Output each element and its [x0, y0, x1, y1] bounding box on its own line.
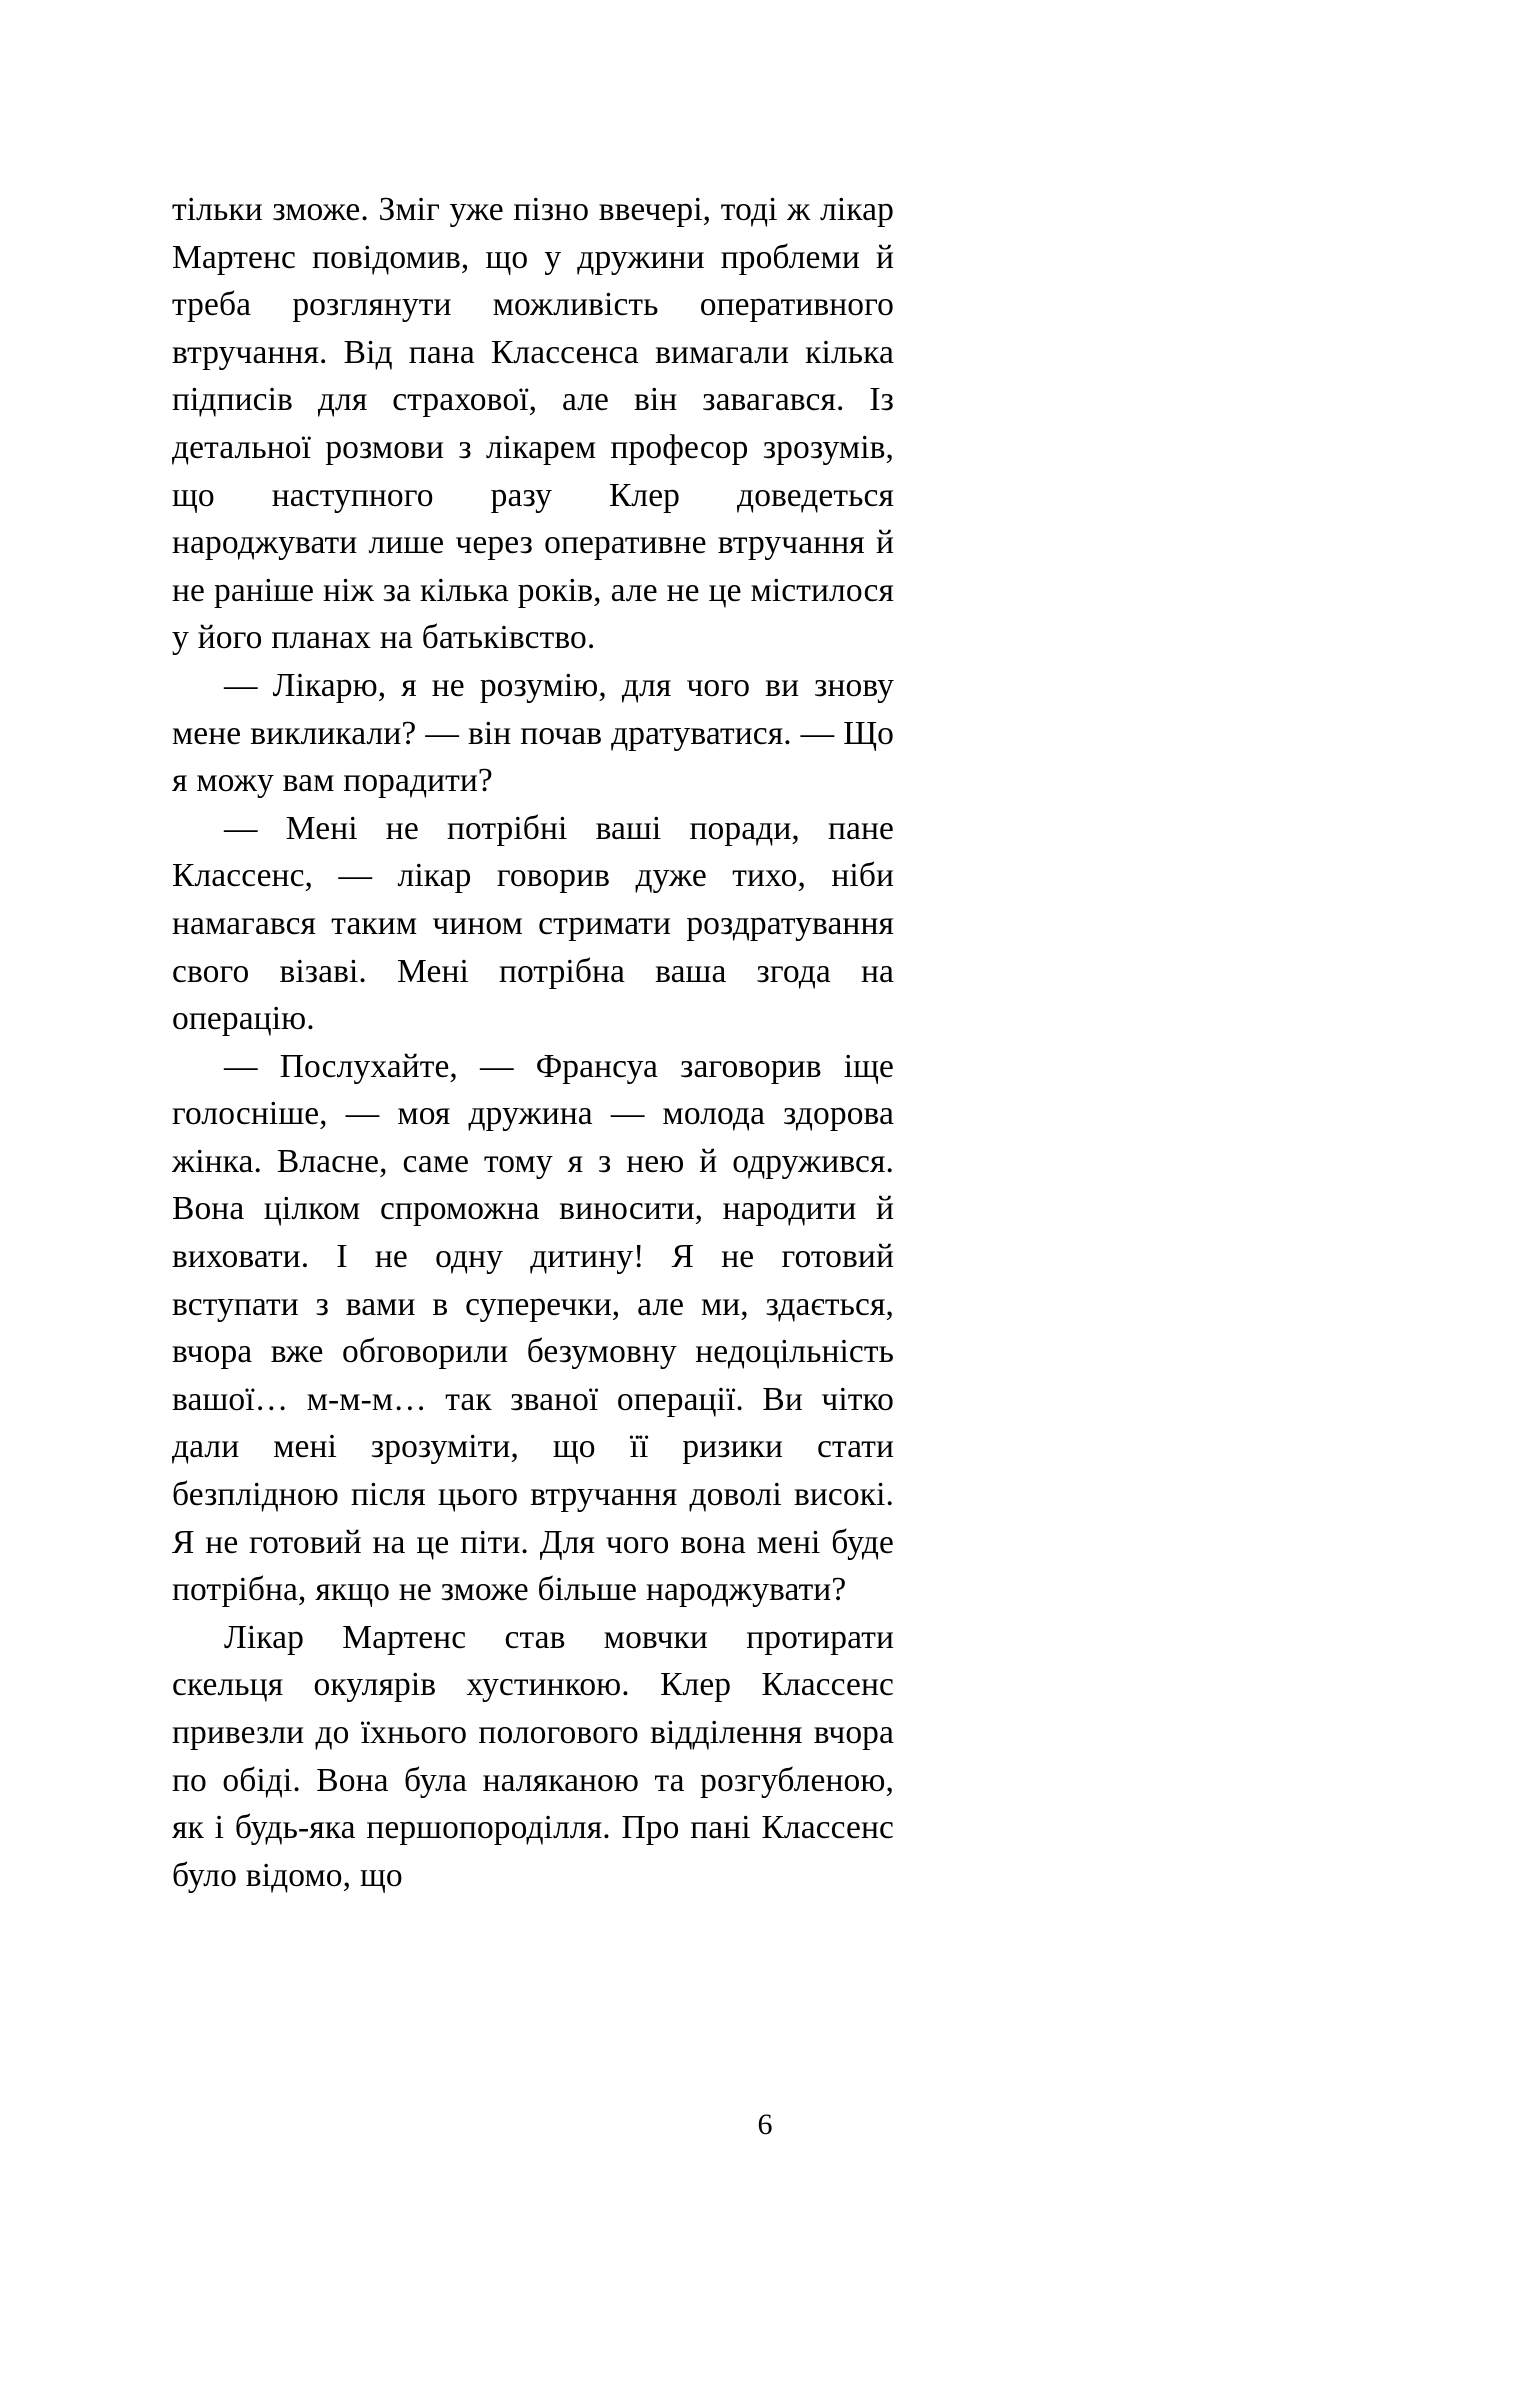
paragraph-3: — Мені не потрібні ваші поради, пане Классенс, — лікар говорив дуже тихо, ніби намагався таким чином стримати роздратування свого візаві. Мені потрібна ваша згода на операцію. [172, 809, 894, 1038]
paragraph-5: Лікар Мартенс став мовчки протирати скельця окулярів хустинкою. Клер Классенс привезли до їхнього пологового відділення вчора по обіді. Вона була наляканою та розгубленою, як і будь-яка першопороділля. Про пані Классенс було відомо, що [172, 1618, 894, 1894]
paragraph-2: — Лікарю, я не розумію, для чого ви знову мене викликали? — він почав дратуватися. — Що я можу вам порадити? [172, 666, 894, 800]
paragraph-4: — Послухайте, — Франсуа заговорив іще голосніше, — моя дружина — молода здорова жінка. Власне, саме тому я з нею й одружився. Вона цілком спроможна виносити, народити й виховати. І не одну дитину! Я не готовий вступати з вами в суперечки, але ми, здається, вчора вже обговорили безумовну недоцільність вашої… м-м-м… так званої операції. Ви чітко дали мені зрозуміти, що її ризики стати безплідною після цього втручання доволі високі. Я не готовий на це піти. Для чого вона мені буде потрібна, якщо не зможе більше народжувати? [172, 1047, 894, 1609]
paragraph-1: тільки зможе. Зміг уже пізно ввечері, тоді ж лікар Мартенс повідомив, що у дружини проблеми й треба розглянути можливість оперативного втручання. Від пана Классенса вимагали кілька підписів для страхової, але він завагався. Із детальної розмови з лікарем професор зрозумів, що наступного разу Клер доведеться народжувати лише через оперативне втручання й не раніше ніж за кілька років, але не це містилося у його планах на батьківство. [172, 191, 894, 657]
page-number: 6 [757, 2108, 773, 2141]
page-text-block [172, 186, 894, 1899]
